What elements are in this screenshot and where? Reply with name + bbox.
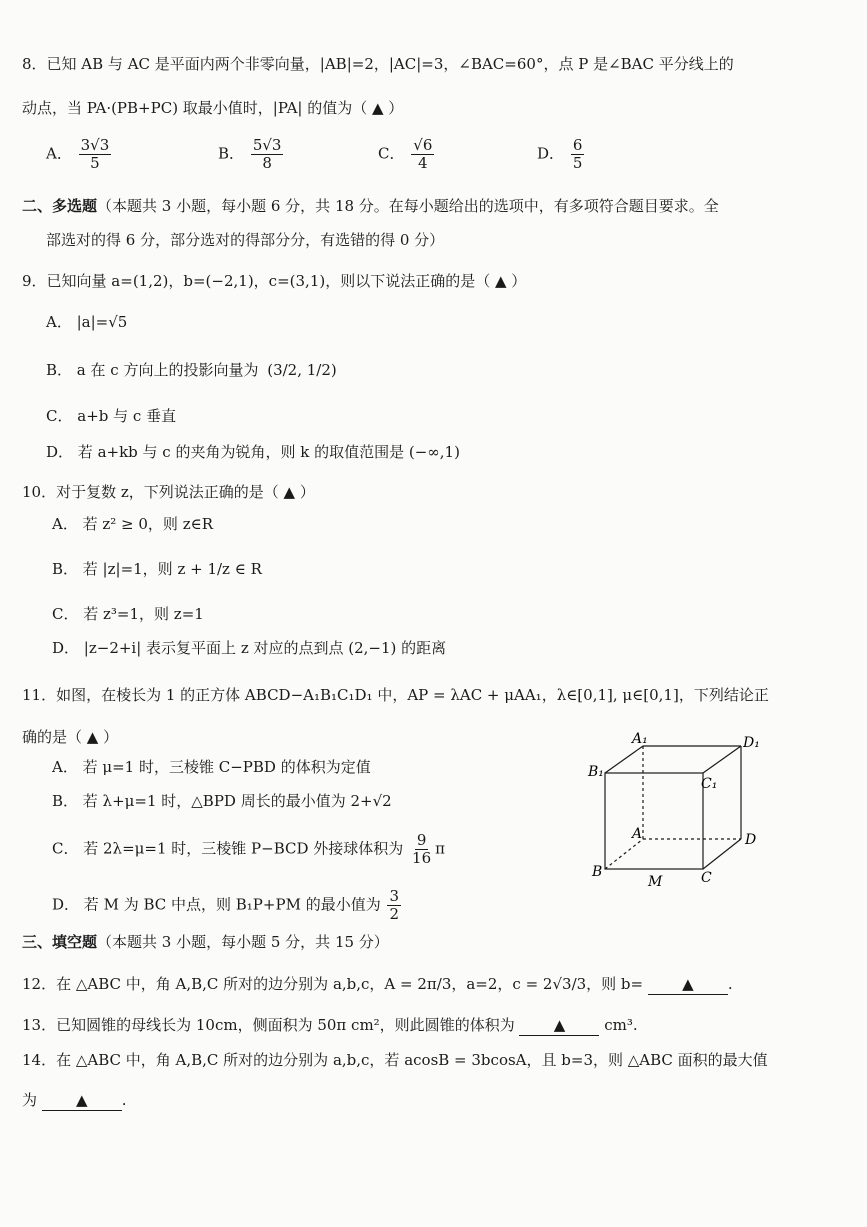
q11-option-c-pi: π: [435, 839, 445, 858]
q11-stem-line2: 确的是（ ▲ ）: [22, 728, 119, 746]
q11-option-d-num: 3: [389, 887, 400, 905]
q8-option-a: [46, 137, 113, 172]
q8-stem-line1: 8．已知 AB 与 AC 是平面内两个非零向量，|AB|=2，|AC|=3，∠BAC=60°，点 P 是∠BAC 平分线上的: [22, 55, 734, 73]
q14-stem-line2: [22, 1090, 867, 1111]
label-b: B: [592, 864, 603, 880]
q10-option-a: A． 若 z² ≥ 0，则 z∈R: [52, 515, 214, 533]
label-m: M: [648, 874, 663, 890]
section2-note-line1: （本题共 3 小题，每小题 6 分，共 18 分。在每小题给出的选项中，有多项符合题目要求。全: [97, 197, 719, 215]
q13-stem: [22, 1015, 867, 1036]
q8-option-b-den: 8: [262, 154, 272, 172]
q11-option-a: A． 若 μ=1 时，三棱锥 C−PBD 的体积为定值: [52, 758, 371, 776]
q12-text: 12．在 △ABC 中，角 A,B,C 所对的边分别为 a,b,c，A = 2π/3，a=2，c = 2√3/3，则 b=: [22, 975, 644, 993]
q8-option-d-den: 5: [572, 154, 583, 172]
section3-title: 三、填空题: [22, 933, 98, 951]
q8-option-b-label: B．: [218, 144, 245, 163]
q11-option-c-fraction: [410, 832, 433, 867]
q8-option-d-num: 6: [572, 136, 583, 154]
q14-stem-line1: 14．在 △ABC 中，角 A,B,C 所对的边分别为 a,b,c，若 acosB = 3bcosA，且 b=3，则 △ABC 面积的最大值: [22, 1051, 768, 1069]
q11-stem-line1: 11．如图，在棱长为 1 的正方体 ABCD−A₁B₁C₁D₁ 中，AP = λAC + μAA₁，λ∈[0,1], μ∈[0,1]，下列结论正: [22, 686, 769, 704]
q11-option-d-text: D． 若 M 为 BC 中点，则 B₁P+PM 的最小值为: [52, 895, 381, 914]
q12-stem: [22, 974, 867, 995]
q12-end: .: [727, 975, 733, 993]
q9-option-c: C． a+b 与 c 垂直: [46, 407, 177, 425]
q8-option-d: [537, 137, 586, 172]
edge-b1-a1: [605, 746, 643, 773]
q8-option-b-fraction: [251, 137, 284, 172]
q12-answer-blank[interactable]: [648, 974, 728, 995]
q13-text: 13．已知圆锥的母线长为 10cm，侧面积为 50π cm²，则此圆锥的体积为: [22, 1016, 515, 1034]
q10-option-d: D． |z−2+i| 表示复平面上 z 对应的点到点 (2,−1) 的距离: [52, 639, 447, 657]
edge-b-a: [605, 839, 643, 869]
q8-option-a-num: 3√3: [80, 136, 110, 154]
q8-option-d-label: D．: [537, 144, 565, 163]
q8-option-c-label: C．: [378, 144, 405, 163]
q11-option-b: B． 若 λ+μ=1 时，△BPD 周长的最小值为 2+√2: [52, 792, 392, 810]
label-d: D: [745, 832, 757, 848]
q8-option-a-label: A．: [46, 144, 72, 163]
label-c1: C₁: [701, 776, 718, 792]
q9-option-d: D． 若 a+kb 与 c 的夹角为锐角，则 k 的取值范围是 (−∞,1): [46, 443, 460, 461]
front-face: [605, 773, 703, 869]
cube-figure: [580, 726, 780, 896]
section3-heading: [22, 932, 867, 952]
q9-option-b-text: B． a 在 c 方向上的投影向量为: [46, 361, 259, 379]
q8-option-c-den: 4: [418, 154, 428, 172]
q8-stem-line2: 动点，当 PA·(PB+PC) 取最小值时，|PA| 的值为（ ▲ ）: [22, 99, 404, 117]
q13-blank-marker: ▲: [553, 1016, 566, 1034]
q10-option-c: C． 若 z³=1，则 z=1: [52, 605, 204, 623]
q14-answer-blank[interactable]: [42, 1090, 122, 1111]
q9-option-a: A． |a|=√5: [46, 313, 128, 331]
edge-c1-d1: [703, 746, 741, 773]
label-c: C: [701, 870, 712, 886]
label-a: A: [632, 826, 643, 842]
q11-option-d-den: 2: [389, 905, 400, 923]
section2-title: 二、多选题: [22, 197, 98, 215]
label-a1: A₁: [632, 731, 648, 747]
label-d1: D₁: [743, 735, 760, 751]
q10-stem: 10．对于复数 z，下列说法正确的是（ ▲ ）: [22, 483, 315, 501]
q13-answer-blank[interactable]: [519, 1015, 599, 1036]
q8-option-c: [378, 137, 436, 172]
q11-option-c-den: 16: [412, 849, 432, 867]
q9-option-b-vector: (3/2, 1/2): [267, 361, 337, 379]
q13-unit: cm³.: [604, 1016, 638, 1034]
section2-heading: [22, 196, 867, 216]
q12-blank-marker: ▲: [682, 975, 694, 993]
q14-blank-marker: ▲: [76, 1091, 88, 1109]
q11-option-c-text: C． 若 2λ=μ=1 时，三棱锥 P−BCD 外接球体积为: [52, 839, 404, 858]
q8-option-b-num: 5√3: [252, 136, 282, 154]
q8-option-d-fraction: [571, 137, 585, 172]
section3-note: （本题共 3 小题，每小题 5 分，共 15 分）: [97, 933, 389, 951]
q9-option-b: [46, 360, 867, 380]
q8-option-c-fraction: [411, 137, 434, 172]
q8-option-a-den: 5: [90, 154, 100, 172]
edge-c-d: [703, 839, 741, 869]
q9-stem: 9．已知向量 a=(1,2)，b=(−2,1)，c=(3,1)，则以下说法正确的是（ ▲ ）: [22, 272, 527, 290]
q14-end: .: [121, 1091, 127, 1109]
label-b1: B₁: [588, 764, 604, 780]
q8-option-c-num: √6: [413, 136, 433, 154]
q8-option-b: [218, 137, 285, 172]
q8-option-a-fraction: [79, 137, 112, 172]
q10-option-b: B． 若 |z|=1，则 z + 1/z ∈ R: [52, 560, 262, 578]
q14-line2-text: 为: [22, 1091, 38, 1109]
q11-option-d-fraction: [387, 888, 401, 923]
q11-option-c-num: 9: [416, 831, 427, 849]
section2-note-line2: 部选对的得 6 分，部分选对的得部分分，有选错的得 0 分）: [46, 231, 445, 249]
